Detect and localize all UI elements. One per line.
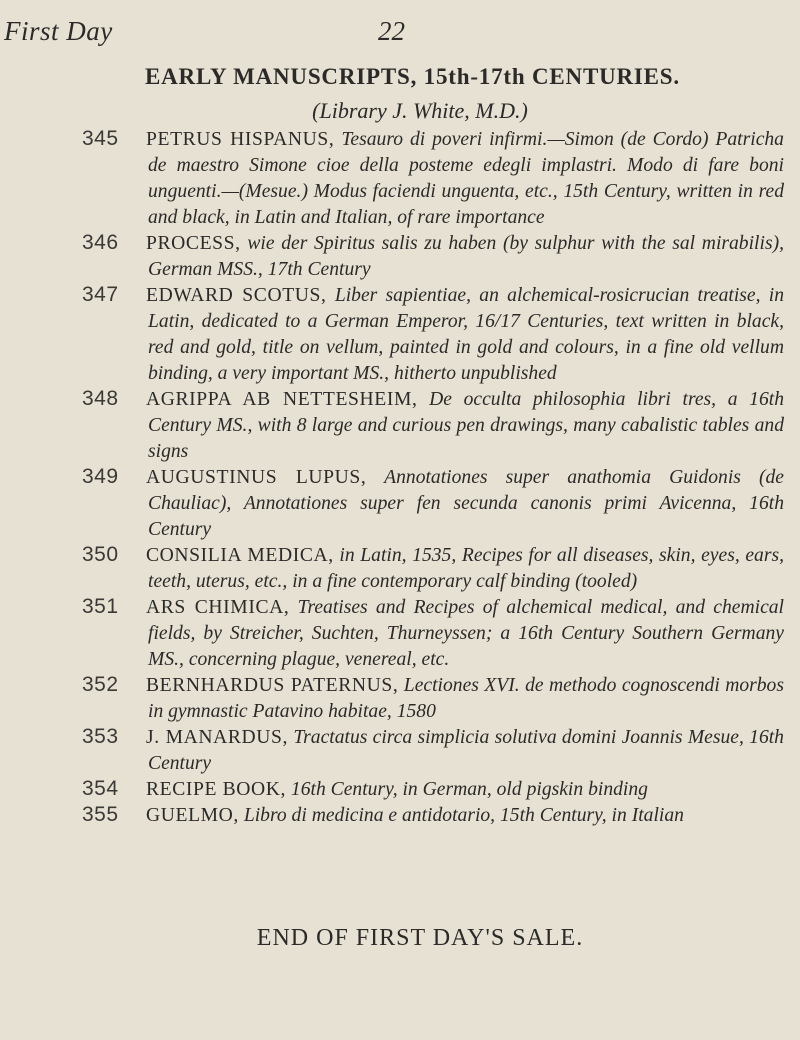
lot-details: Liber sapientiae, an alchemical-rosicrucian treatise, in Latin, dedicated to a German Emperor, 16/17 Centuries, text written in black, red and gold, title on vellum, painted in gold and colours, in a fine old vellum binding, a very important MS., hitherto unpublished <box>148 285 785 384</box>
lot-list <box>0 127 800 829</box>
lot-details: 16th Century, in German, old pigskin binding <box>286 779 648 800</box>
lot-description <box>120 543 784 595</box>
lot-item <box>0 283 800 387</box>
lot-heading: CONSILIA MEDICA, <box>146 545 334 566</box>
lot-heading: BERNHARDUS PATERNUS, <box>146 675 399 696</box>
lot-item <box>0 673 800 725</box>
lot-details: Annotationes super anathomia Guidonis (de Chauliac), Annotationes super fen secunda canonis primi Avicenna, 16th Century <box>148 467 784 540</box>
lot-number: 345 <box>82 127 119 150</box>
lot-item <box>0 387 800 465</box>
lot-item <box>0 777 800 803</box>
lot-description <box>120 387 784 465</box>
lot-item <box>0 231 800 283</box>
running-head <box>0 8 800 48</box>
lot-details: Tractatus circa simplicia solutiva domini Joannis Mesue, 16th Century <box>148 727 784 774</box>
running-head-title: First Day <box>4 16 113 46</box>
lot-number: 351 <box>82 595 119 618</box>
lot-details: De occulta philosophia libri tres, a 16th Century MS., with 8 large and curious pen drawings, many cabalistic tables and signs <box>148 389 784 462</box>
lot-item <box>0 465 800 543</box>
lot-number: 346 <box>82 231 119 254</box>
page-number: 22 <box>378 16 405 46</box>
lot-number: 352 <box>82 673 119 696</box>
section-subtitle <box>0 98 800 124</box>
lot-item <box>0 543 800 595</box>
lot-details: wie der Spiritus salis zu haben (by sulphur with the sal mirabilis), German MSS., 17th Century <box>148 233 784 280</box>
lot-details: Libro di medicina e antidotario, 15th Century, in Italian <box>238 805 684 826</box>
lot-number: 348 <box>82 387 119 410</box>
lot-heading: PETRUS HISPANUS, <box>146 129 335 150</box>
lot-number: 355 <box>82 803 119 826</box>
lot-description <box>120 803 784 829</box>
lot-number: 350 <box>82 543 119 566</box>
lot-details: Lectiones XVI. de methodo cognoscendi morbos in gymnastic Patavino habitae, 1580 <box>148 675 784 722</box>
closing-line: END OF FIRST DAY'S SALE. <box>256 925 584 951</box>
lot-description <box>120 231 784 283</box>
lot-item <box>0 725 800 777</box>
lot-details: in Latin, 1535, Recipes for all diseases, skin, eyes, ears, teeth, uterus, etc., in a fine contemporary calf binding (tooled) <box>148 545 784 592</box>
lot-heading: EDWARD SCOTUS, <box>146 285 327 306</box>
lot-heading: J. MANARDUS, <box>146 727 289 748</box>
lot-description <box>120 777 784 803</box>
lot-heading: GUELMO, <box>146 805 239 826</box>
lot-number: 354 <box>82 777 119 800</box>
lot-heading: AUGUSTINUS LUPUS, <box>146 467 367 488</box>
lot-heading: PROCESS, <box>146 233 241 254</box>
lot-number: 353 <box>82 725 119 748</box>
section-subtitle-text: (Library J. White, M.D.) <box>312 98 528 123</box>
lot-description <box>120 725 784 777</box>
lot-details: Tesauro di poveri infirmi.—Simon (de Cordo) Patricha de maestro Simone cioe della posteme edegli implastri. Modo di fare boni unguenti.—(Mesue.) Modus faciendi unguenta, etc., 15th Century, written in red and black, in Latin and Italian, of rare importance <box>148 129 784 228</box>
lot-number: 349 <box>82 465 119 488</box>
lot-heading: ARS CHIMICA, <box>146 597 290 618</box>
lot-item <box>0 127 800 231</box>
lot-description <box>120 465 784 543</box>
lot-item <box>0 595 800 673</box>
lot-description <box>120 595 784 673</box>
section-title: EARLY MANUSCRIPTS, 15th-17th CENTURIES. <box>145 64 680 89</box>
lot-description <box>120 127 784 231</box>
lot-details: Treatises and Recipes of alchemical medical, and chemical fields, by Streicher, Suchten, Thurneyssen; a 16th Century Southern Germany MS., concerning plague, venereal, etc. <box>148 597 785 670</box>
lot-number: 347 <box>82 283 119 306</box>
lot-heading: AGRIPPA AB NETTESHEIM, <box>146 389 418 410</box>
lot-item <box>0 803 800 829</box>
lot-heading: RECIPE BOOK, <box>146 779 287 800</box>
lot-description <box>120 673 784 725</box>
lot-description <box>120 283 784 387</box>
